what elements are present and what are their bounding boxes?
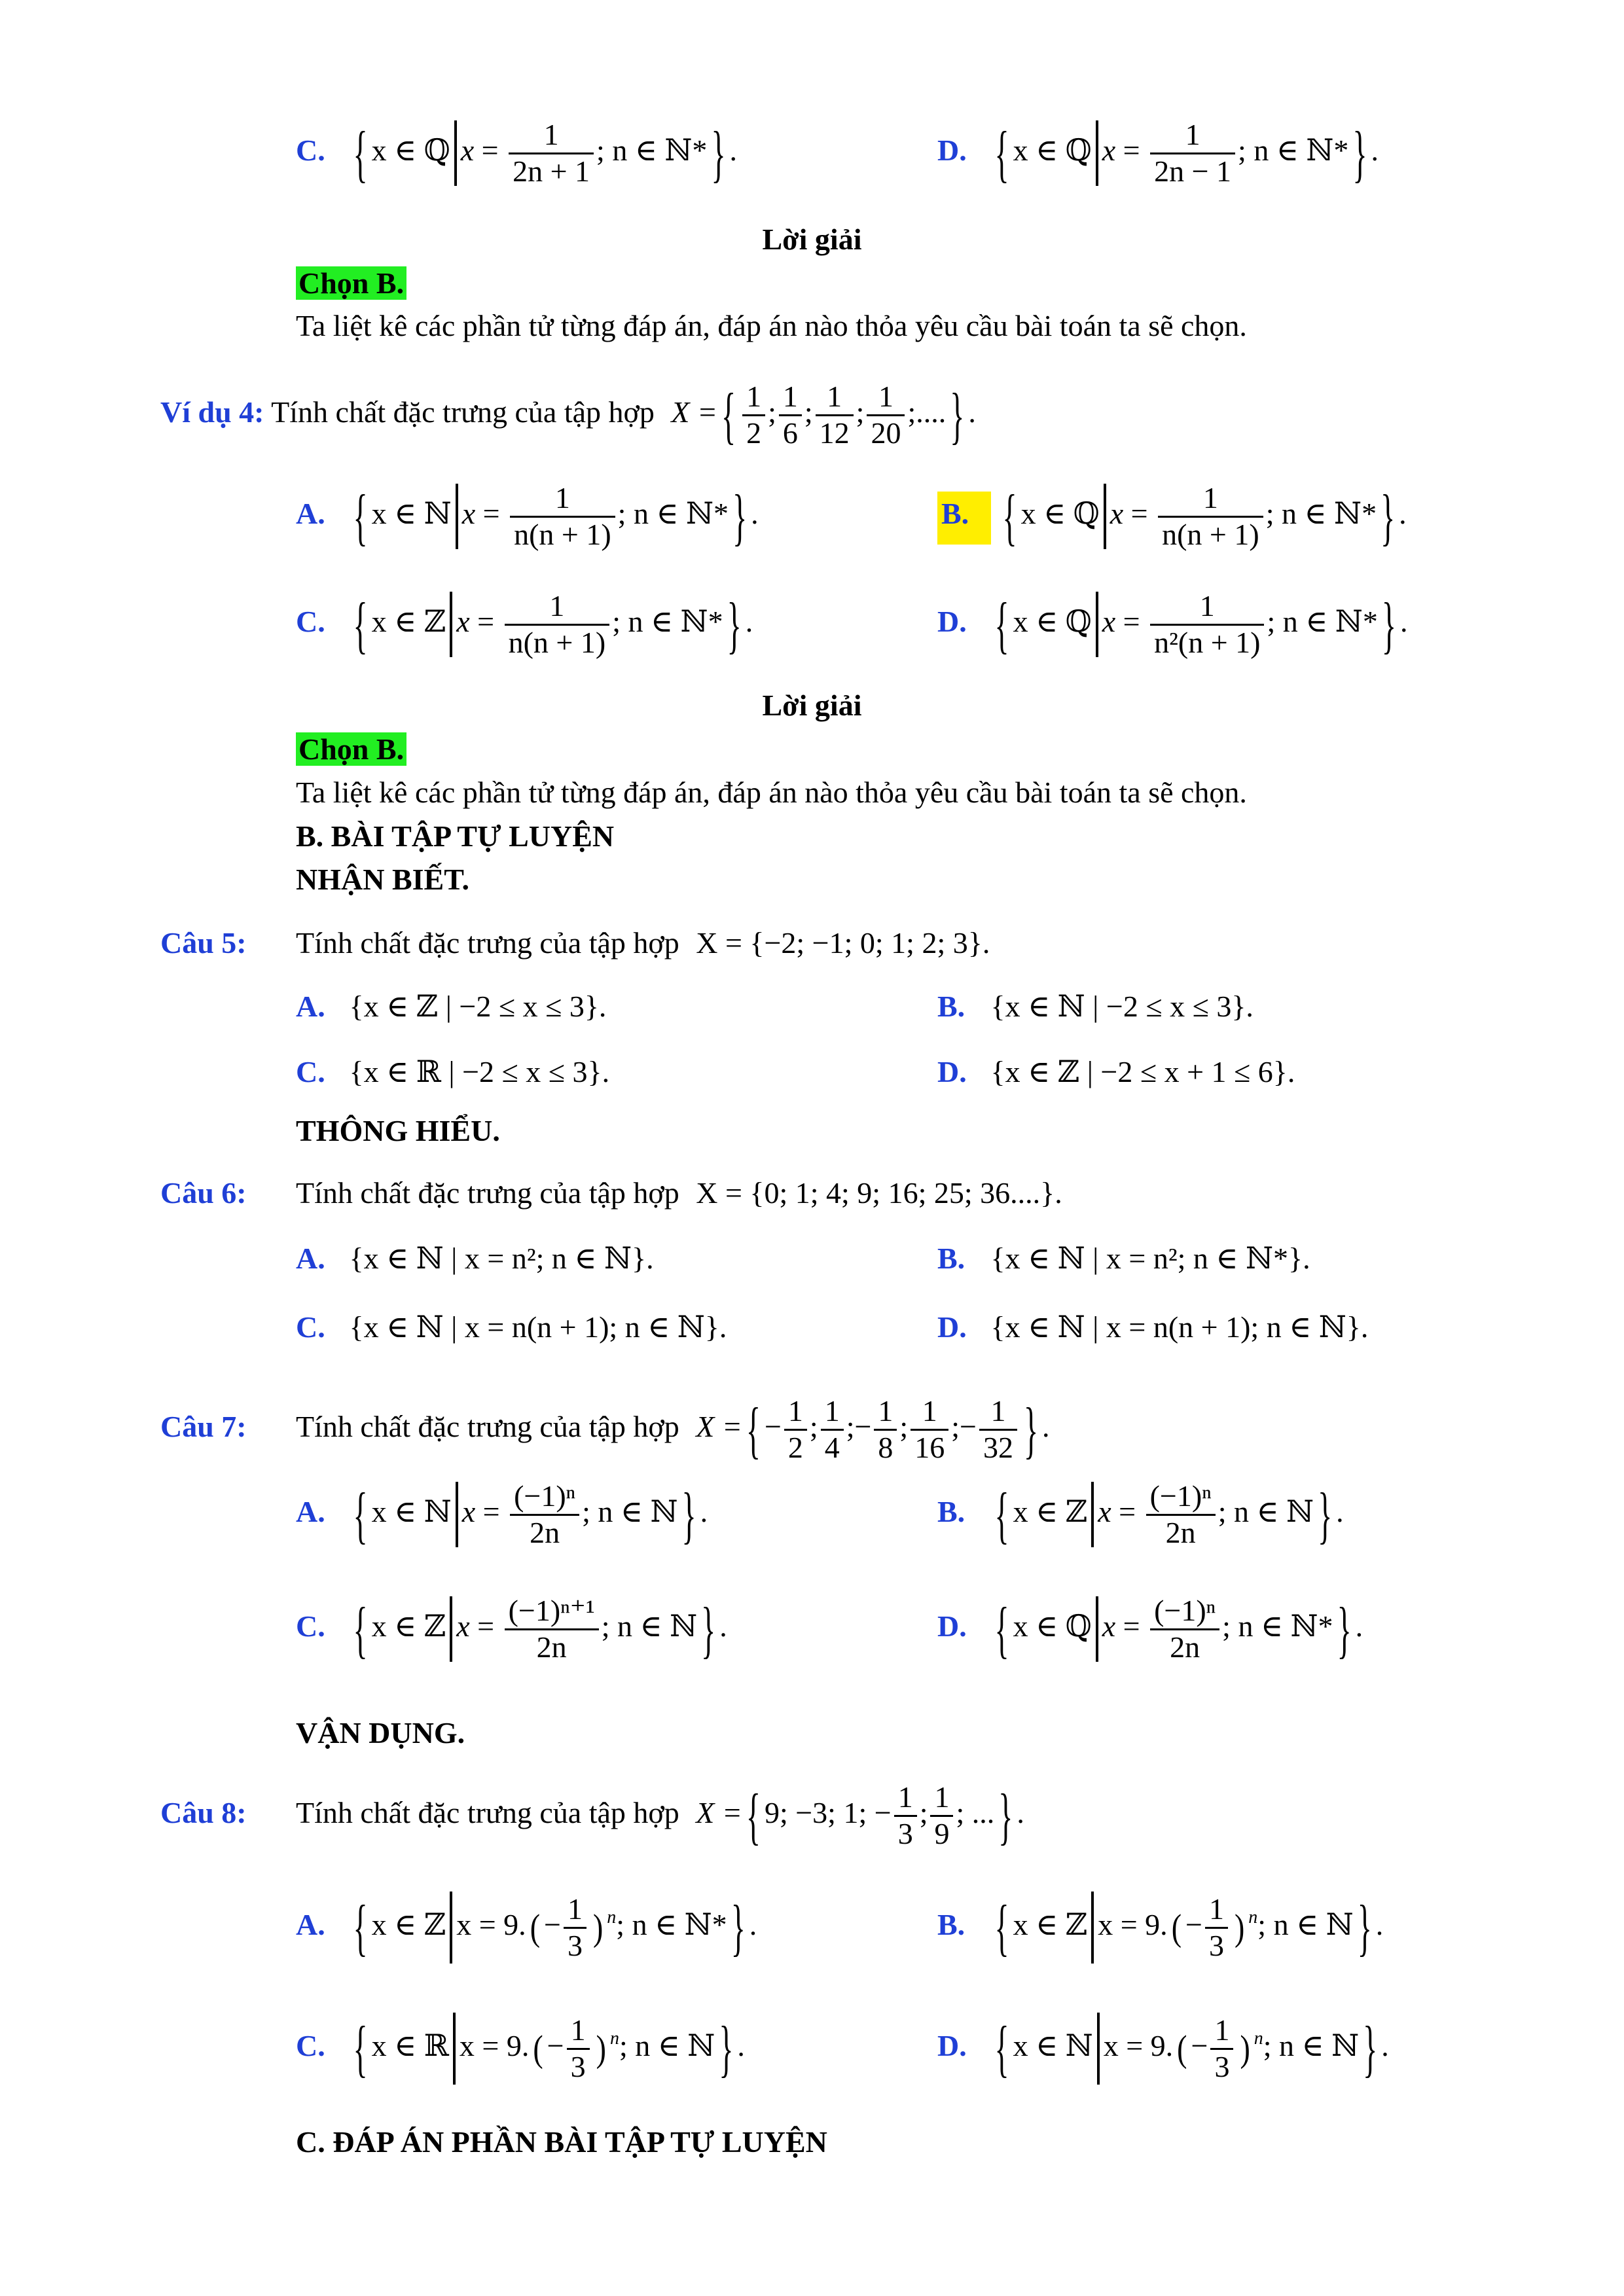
set-lhs: X = xyxy=(671,395,718,429)
loi-giai-heading: Lời giải xyxy=(762,689,862,722)
chon-answer: Chọn B. xyxy=(296,265,406,301)
question-set: X = {−2; −1; 0; 1; 2; 3}. xyxy=(696,926,990,960)
question-5-option-d xyxy=(937,1054,1295,1090)
fraction: $\frac{1}{\text{n²(n + 1)}}$ xyxy=(1150,589,1264,660)
fraction: $\frac{1}{n(n + 1)}$ xyxy=(510,481,615,552)
thong-hieu-heading: THÔNG HIỂU. xyxy=(296,1114,500,1147)
fraction: $\frac{1}{3}$ xyxy=(894,1780,917,1852)
option-label: C. xyxy=(296,2028,325,2062)
option-label: A. xyxy=(296,1494,325,1528)
option-body: {x ∈ ℕ | x = n(n + 1); n ∈ ℕ}. xyxy=(349,1310,727,1344)
option-body: {x ∈ ℝ | −2 ≤ x ≤ 3}. xyxy=(349,1055,610,1088)
option-c-prev: C. { x ∈ ℚ x = $\frac{1}{2n + 1}$ ; n ∈ ℕ* } . xyxy=(296,118,738,188)
question-text: Tính chất đặc trưng của tập hợp xyxy=(296,926,679,960)
set-domain: x ∈ ℕ xyxy=(371,1494,452,1528)
question-label: Câu 5: xyxy=(160,926,247,960)
question-8: Câu 8: Tính chất đặc trưng của tập hợp X = { 9; −3; 1; − $\frac{1}{3}$ ; $\frac{1}{9}$ ; ... } . xyxy=(160,1780,1024,1851)
option-d-prev: D. { x ∈ ℚ x = $\frac{1}{2n - 1}$ ; n ∈ ℕ* } . xyxy=(937,118,1379,188)
question-5-option-b xyxy=(937,988,1254,1024)
set-domain: x ∈ ℕ xyxy=(371,496,452,530)
fraction: $\frac{1}{20}$ xyxy=(867,380,905,451)
set-condition: ; n ∈ ℕ* xyxy=(1222,1609,1333,1643)
question-set: X = {0; 1; 4; 9; 16; 25; 36....}. xyxy=(696,1176,1062,1210)
fraction: $\frac{\text{(−1)ⁿ}}{2n}$ xyxy=(510,1479,579,1551)
fraction: $\frac{1}{12}$ xyxy=(816,380,854,451)
set-domain: x ∈ ℤ xyxy=(371,1907,446,1941)
set-condition: ; n ∈ ℕ* xyxy=(1265,496,1377,530)
nhan-biet-heading: NHẬN BIẾT. xyxy=(296,863,469,896)
set-condition: ; n ∈ ℕ* xyxy=(1238,133,1349,167)
set-domain: x ∈ ℚ xyxy=(1013,604,1092,638)
set-lhs: X = xyxy=(696,1409,742,1443)
option-body: {x ∈ ℕ | −2 ≤ x ≤ 3}. xyxy=(990,990,1254,1023)
option-label: C. xyxy=(296,1609,325,1643)
set-domain: x ∈ ℚ xyxy=(1013,133,1092,167)
section-b-heading: B. BÀI TẬP TỰ LUYỆN xyxy=(296,819,615,853)
question-6-option-c xyxy=(296,1309,727,1345)
question-6-option-d xyxy=(937,1309,1368,1345)
option-body: {x ∈ ℤ | −2 ≤ x ≤ 3}. xyxy=(349,990,607,1023)
chon-answer: Chọn B. xyxy=(296,731,406,767)
set-domain: x ∈ ℚ xyxy=(1020,496,1100,530)
fraction: $\frac{\text{(−1)ⁿ}}{2n}$ xyxy=(1146,1479,1216,1551)
question-8-option-c: C. { x ∈ ℝ x = 9. ( − $\frac{1}{3}$ ) $^n$; n ∈ ℕ } . xyxy=(296,2013,745,2084)
option-label: A. xyxy=(296,990,325,1023)
set-domain: x ∈ ℚ xyxy=(1013,1609,1092,1643)
option-label: D. xyxy=(937,1609,967,1643)
set-condition: ; n ∈ ℕ* xyxy=(612,604,723,638)
option-label: C. xyxy=(296,133,325,167)
set-domain: x ∈ ℤ xyxy=(371,604,446,638)
question-label: Câu 8: xyxy=(160,1795,247,1829)
period: . xyxy=(1371,133,1379,167)
fraction: $\frac{1}{2n + 1}$ xyxy=(509,118,594,189)
option-label: B. xyxy=(937,1494,965,1528)
set-domain: x ∈ ℝ xyxy=(371,2028,449,2062)
fraction: $\frac{\text{(−1)ⁿ⁺¹}}{2n}$ xyxy=(505,1594,599,1665)
option-label: C. xyxy=(296,1310,325,1344)
question-5-option-a xyxy=(296,988,606,1024)
example-label: Ví dụ 4: xyxy=(160,395,264,429)
fraction: $\frac{1}{8}$ xyxy=(874,1394,897,1465)
option-body: {x ∈ ℤ | −2 ≤ x + 1 ≤ 6}. xyxy=(990,1055,1295,1088)
fraction: $\frac{1}{4}$ xyxy=(821,1394,844,1465)
question-text: Tính chất đặc trưng của tập hợp xyxy=(271,395,655,429)
example-4-option-b: B. { x ∈ ℚ x = $\frac{1}{n(n + 1)}$ ; n ∈ ℕ* } . xyxy=(937,481,1407,552)
option-body: {x ∈ ℕ | x = n(n + 1); n ∈ ℕ}. xyxy=(990,1310,1369,1344)
set-domain: x ∈ ℤ xyxy=(371,1609,446,1643)
example-4-option-c: C. { x ∈ ℤ x = $\frac{1}{n(n + 1)}$ ; n ∈ ℕ* } . xyxy=(296,589,753,660)
option-label-highlighted: B. xyxy=(937,492,991,545)
question-5-option-c xyxy=(296,1054,609,1090)
option-label: B. xyxy=(937,1242,965,1275)
fraction: $\frac{1}{3}$ xyxy=(1210,2013,1233,2085)
van-dung-heading: VẬN DỤNG. xyxy=(296,1716,465,1749)
question-6-option-b xyxy=(937,1240,1310,1276)
question-7-option-d: D. { x ∈ ℚ x = $\frac{\text{(−1)ⁿ}}{2n}$ ; n ∈ ℕ* } . xyxy=(937,1594,1363,1664)
option-label: B. xyxy=(937,1907,965,1941)
fraction: $\frac{1}{n(n + 1)}$ xyxy=(1158,481,1263,552)
fraction: $\frac{1}{2}$ xyxy=(784,1394,807,1465)
set-domain: x ∈ ℤ xyxy=(1013,1494,1088,1528)
explanation: Ta liệt kê các phần tử từng đáp án, đáp án nào thỏa yêu cầu bài toán ta sẽ chọn. xyxy=(296,309,1247,342)
option-label: B. xyxy=(937,990,965,1023)
set-condition: ; n ∈ ℕ* xyxy=(617,496,729,530)
fraction: $\frac{\text{(−1)ⁿ}}{2n}$ xyxy=(1150,1594,1219,1665)
question-7-option-c: C. { x ∈ ℤ x = $\frac{\text{(−1)ⁿ⁺¹}}{2n}$ ; n ∈ ℕ } . xyxy=(296,1594,727,1664)
fraction: $\frac{1}{16}$ xyxy=(911,1394,948,1465)
set-domain: x ∈ ℤ xyxy=(1013,1907,1088,1941)
option-label: A. xyxy=(296,1907,325,1941)
option-label: A. xyxy=(296,1242,325,1275)
question-6 xyxy=(160,1175,1062,1211)
option-label: D. xyxy=(937,2028,967,2062)
option-label: D. xyxy=(937,133,967,167)
set-condition: ; n ∈ ℕ* xyxy=(596,133,708,167)
fraction: $\frac{1}{3}$ xyxy=(567,2013,590,2085)
set-condition: ; n ∈ ℕ xyxy=(582,1494,678,1528)
set-condition: ; n ∈ ℕ xyxy=(619,2028,715,2062)
option-label: A. xyxy=(296,496,325,530)
example-4-option-a: A. { x ∈ ℕ x = $\frac{1}{n(n + 1)}$ ; n ∈ ℕ* } . xyxy=(296,481,759,552)
set-condition: ; n ∈ ℕ* xyxy=(616,1907,727,1941)
question-label: Câu 7: xyxy=(160,1409,247,1443)
fraction: $\frac{1}{2n - 1}$ xyxy=(1150,118,1235,189)
set-condition: ; n ∈ ℕ* xyxy=(1267,604,1378,638)
question-5 xyxy=(160,925,990,961)
option-body: {x ∈ ℕ | x = n²; n ∈ ℕ*}. xyxy=(990,1242,1310,1275)
fraction: $\frac{1}{32}$ xyxy=(979,1394,1017,1465)
fraction: $\frac{1}{3}$ xyxy=(564,1892,586,1964)
option-label: D. xyxy=(937,604,967,638)
question-7-option-a: A. { x ∈ ℕ x = $\frac{\text{(−1)ⁿ}}{2n}$ ; n ∈ ℕ } . xyxy=(296,1479,708,1550)
fraction: $\frac{1}{9}$ xyxy=(930,1780,953,1852)
option-label: C. xyxy=(296,1055,325,1088)
question-7-option-b: B. { x ∈ ℤ x = $\frac{\text{(−1)ⁿ}}{2n}$ ; n ∈ ℕ } . xyxy=(937,1479,1344,1550)
fraction: $\frac{1}{6}$ xyxy=(779,380,802,451)
question-text: Tính chất đặc trưng của tập hợp xyxy=(296,1795,679,1829)
set-condition: ; n ∈ ℕ xyxy=(601,1609,698,1643)
set-domain: x ∈ ℚ xyxy=(371,133,450,167)
fraction: $\frac{1}{3}$ xyxy=(1205,1892,1228,1964)
section-c-heading: C. ĐÁP ÁN PHẦN BÀI TẬP TỰ LUYỆN xyxy=(296,2125,827,2159)
question-text: Tính chất đặc trưng của tập hợp xyxy=(296,1176,679,1210)
example-4-option-d: D. { x ∈ ℚ x = $\frac{1}{\text{n²(n + 1)}}$ ; n ∈ ℕ* } . xyxy=(937,589,1408,660)
option-label: D. xyxy=(937,1055,967,1088)
question-8-option-b: B. { x ∈ ℤ x = 9. ( − $\frac{1}{3}$ ) $^n$; n ∈ ℕ } . xyxy=(937,1892,1384,1963)
question-7: Câu 7: Tính chất đặc trưng của tập hợp X = { − $\frac{1}{2}$ ; $\frac{1}{4}$ ;− $\frac{1}{8}$ ; $\frac{1}{16}$ ;− $\frac{1}{32}$ } . xyxy=(160,1394,1050,1465)
fraction: $\frac{1}{2}$ xyxy=(742,380,765,451)
question-8-option-a: A. { x ∈ ℤ x = 9. ( − $\frac{1}{3}$ ) $^n$; n ∈ ℕ* } . xyxy=(296,1892,757,1963)
example-4-question: Ví dụ 4: Tính chất đặc trưng của tập hợp X = { $\frac{1}{2}$ ; $\frac{1}{6}$ ; $\frac{1}{12}$ ; $\frac{1}{20}$ ;.... } . xyxy=(160,380,976,450)
question-text: Tính chất đặc trưng của tập hợp xyxy=(296,1409,679,1443)
question-6-option-a xyxy=(296,1240,654,1276)
fraction: $\frac{1}{n(n + 1)}$ xyxy=(505,589,610,660)
loi-giai-heading: Lời giải xyxy=(762,223,862,256)
set-lhs: X = xyxy=(696,1795,742,1829)
set-condition: ; n ∈ ℕ xyxy=(1257,1907,1354,1941)
explanation: Ta liệt kê các phần tử từng đáp án, đáp án nào thỏa yêu cầu bài toán ta sẽ chọn. xyxy=(296,776,1247,809)
set-condition: ; n ∈ ℕ xyxy=(1263,2028,1360,2062)
option-label: D. xyxy=(937,1310,967,1344)
option-body: {x ∈ ℕ | x = n²; n ∈ ℕ}. xyxy=(349,1242,654,1275)
set-domain: x ∈ ℕ xyxy=(1013,2028,1093,2062)
set-condition: ; n ∈ ℕ xyxy=(1218,1494,1314,1528)
period: . xyxy=(729,133,738,167)
question-label: Câu 6: xyxy=(160,1176,247,1210)
question-8-option-d: D. { x ∈ ℕ x = 9. ( − $\frac{1}{3}$ ) $^n$; n ∈ ℕ } . xyxy=(937,2013,1389,2084)
option-label: C. xyxy=(296,604,325,638)
